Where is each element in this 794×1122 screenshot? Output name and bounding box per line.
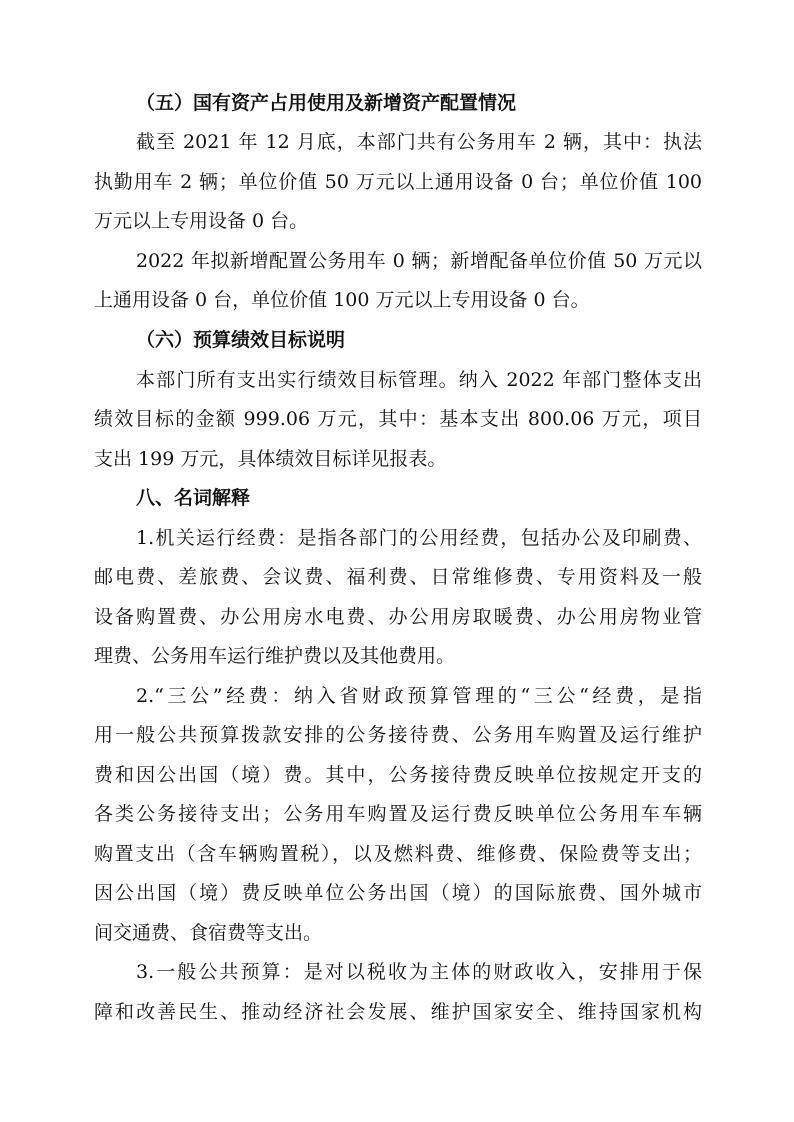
- section5-p2-line1: 2022 年拟新增配置公务用车 0 辆；新增配备单位价值 50 万元以: [136, 250, 702, 272]
- section8-item2-line4: 各类公务接待支出；公务用车购置及运行费反映单位公务用车车辆: [94, 803, 702, 825]
- section8-item1-line2: 邮电费、差旅费、会议费、福利费、日常维修费、专用资料及一般: [94, 566, 702, 588]
- section5-heading: （五）国有资产占用使用及新增资产配置情况: [136, 92, 517, 114]
- section8-item1-line4: 理费、公务用车运行维护费以及其他费用。: [94, 645, 456, 667]
- section8-item2-line2: 用一般公共预算拨款安排的公务接待费、公务用车购置及运行维护: [94, 724, 702, 746]
- section8-item2-line1: 2.“三公”经费：纳入省财政预算管理的“三公“经费，是指: [136, 685, 702, 707]
- section8-heading: 八、名词解释: [136, 487, 251, 509]
- section6-p1-line1: 本部门所有支出实行绩效目标管理。纳入 2022 年部门整体支出: [136, 369, 702, 391]
- section5-p2-line2: 上通用设备 0 台，单位价值 100 万元以上专用设备 0 台。: [94, 289, 590, 311]
- section8-item2-line3: 费和因公出国（境）费。其中，公务接待费反映单位按规定开支的: [94, 764, 702, 786]
- section8-item3-line1: 3.一般公共预算：是对以税收为主体的财政收入，安排用于保: [136, 961, 702, 983]
- section8-item2-line6: 因公出国（境）费反映单位公务出国（境）的国际旅费、国外城市: [94, 882, 702, 904]
- section8-item2-line7: 间交通费、食宿费等支出。: [94, 922, 323, 944]
- section8-item2-line5: 购置支出（含车辆购置税），以及燃料费、维修费、保险费等支出；: [94, 843, 702, 865]
- section6-p1-line2: 绩效目标的金额 999.06 万元，其中：基本支出 800.06 万元，项目: [94, 408, 702, 430]
- section5-p1-line2: 执勤用车 2 辆；单位价值 50 万元以上通用设备 0 台；单位价值 100: [94, 171, 702, 193]
- section8-item1-line1: 1.机关运行经费：是指各部门的公用经费，包括办公及印刷费、: [136, 527, 702, 549]
- section5-p1-line3: 万元以上专用设备 0 台。: [94, 210, 309, 232]
- section5-p1-line1: 截至 2021 年 12 月底，本部门共有公务用车 2 辆，其中：执法: [136, 131, 702, 153]
- section8-item3-line2: 障和改善民生、推动经济社会发展、维护国家安全、维持国家机构: [94, 1001, 702, 1023]
- section6-p1-line3: 支出 199 万元，具体绩效目标详见报表。: [94, 448, 447, 470]
- section6-heading: （六）预算绩效目标说明: [136, 329, 346, 351]
- section8-item1-line3: 设备购置费、办公用房水电费、办公用房取暖费、办公用房物业管: [94, 606, 702, 628]
